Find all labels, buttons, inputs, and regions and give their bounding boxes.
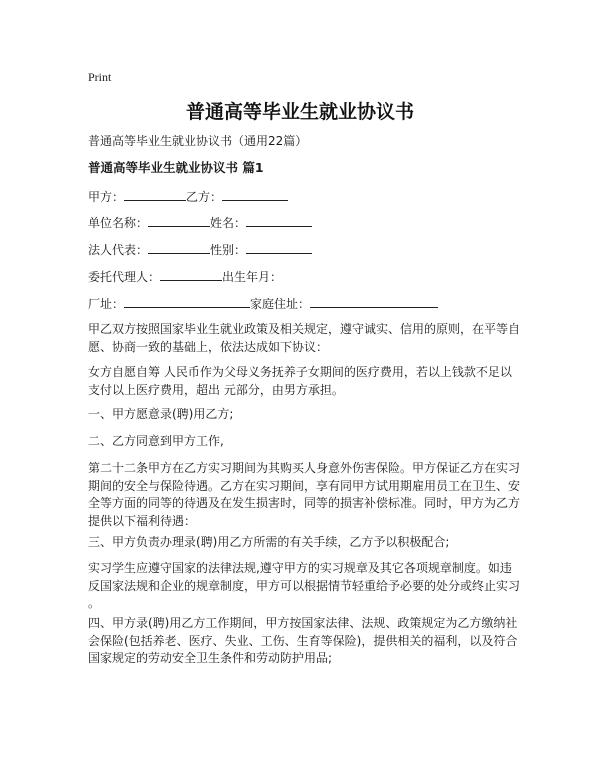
section-heading: 普通高等毕业生就业协议书 篇1: [88, 160, 264, 175]
field-row-legal: [88, 241, 312, 258]
paragraph-line: 四、甲方录(聘)用乙方工作期间，甲方按国家法律、法规、政策规定为乙方缴纳社: [88, 616, 518, 630]
paragraph-line: 支付以上医疗费用，超出 元部分，由男方承担。: [88, 382, 344, 397]
legal-rep-label: 法人代表：: [88, 243, 149, 257]
gender-blank[interactable]: [246, 241, 312, 254]
paragraph-line: 实习学生应遵守国家的法律法规,遵守甲方的实习规章及其它各项规章制度。如违: [88, 561, 512, 575]
paragraph-line: 。: [88, 596, 101, 610]
paragraph-line: 女方自愿自筹 人民币作为父母义务抚养子女期间的医疗费用，若以上钱款不足以: [88, 365, 512, 379]
gender-label: 性别：: [210, 243, 247, 257]
paragraph-clause-3: [88, 534, 518, 552]
paragraph-line: 二、乙方同意到甲方工作,: [88, 434, 224, 448]
paragraph-intern-rules: [88, 560, 521, 613]
agent-label: 委托代理人：: [88, 270, 161, 284]
field-row-address: [88, 295, 438, 312]
paragraph-intro: [88, 321, 521, 356]
paragraph-line: 一、甲方愿意录(聘)用乙方;: [88, 407, 234, 421]
factory-address-blank[interactable]: [124, 295, 250, 308]
legal-rep-blank[interactable]: [148, 241, 210, 254]
paragraph-article-22: [88, 460, 521, 530]
paragraph-clause-4: [88, 615, 518, 668]
name-label: 姓名：: [210, 216, 247, 230]
paragraph-line: 提供以下福利待遇：: [88, 513, 197, 528]
print-link[interactable]: Print: [88, 70, 112, 84]
home-address-label: 家庭住址：: [250, 297, 311, 311]
party-a-label: 甲方：: [88, 190, 125, 204]
paragraph-line: 愿、协商一致的基础上，依法达成如下协议：: [88, 339, 329, 354]
home-address-blank[interactable]: [310, 295, 438, 308]
field-row-parties: [88, 188, 288, 205]
paragraph-line: 第二十二条甲方在乙方实习期间为其购买人身意外伤害保险。甲方保证乙方在实习: [88, 461, 521, 475]
party-b-blank[interactable]: [222, 188, 288, 201]
party-b-label: 乙方：: [186, 190, 223, 204]
document-subtitle: 普通高等毕业生就业协议书（通用22篇）: [88, 134, 308, 148]
name-blank[interactable]: [246, 214, 312, 227]
agent-blank[interactable]: [160, 268, 222, 281]
paragraph-line: 期间的安全与保险待遇。乙方在实习期间，享有同甲方试用期雇用员工在卫生、安: [88, 478, 521, 493]
document-title: 普通高等毕业生就业协议书: [185, 101, 414, 123]
factory-address-label: 厂址：: [88, 297, 125, 311]
birth-label: 出生年月：: [222, 270, 283, 284]
unit-name-label: 单位名称：: [88, 216, 149, 230]
field-row-unit: [88, 214, 312, 231]
paragraph-clause-2: [88, 433, 518, 451]
paragraph-line: 会保险(包括养老、医疗、失业、工伤、生育等保险)，提供相关的福利，以及符合: [88, 633, 518, 648]
paragraph-line: 三、甲方负责办理录(聘)用乙方所需的有关手续，乙方予以积极配合;: [88, 535, 450, 549]
field-row-agent: [88, 268, 282, 285]
paragraph-line: 国家规定的劳动安全卫生条件和劳动防护用品;: [88, 651, 333, 665]
paragraph-medical: [88, 364, 518, 399]
paragraph-line: 全等方面的同等的待遇及在发生损害时，同等的损害补偿标准。同时，甲方为乙方: [88, 496, 521, 510]
paragraph-line: 甲乙双方按照国家毕业生就业政策及相关规定，遵守诚实、信用的原则，在平等自: [88, 322, 521, 336]
party-a-blank[interactable]: [124, 188, 186, 201]
paragraph-clause-1: [88, 406, 518, 424]
unit-name-blank[interactable]: [148, 214, 210, 227]
paragraph-line: 反国家法规和企业的规章制度，甲方可以根据情节轻重给予必要的处分或终止实习: [88, 578, 521, 593]
